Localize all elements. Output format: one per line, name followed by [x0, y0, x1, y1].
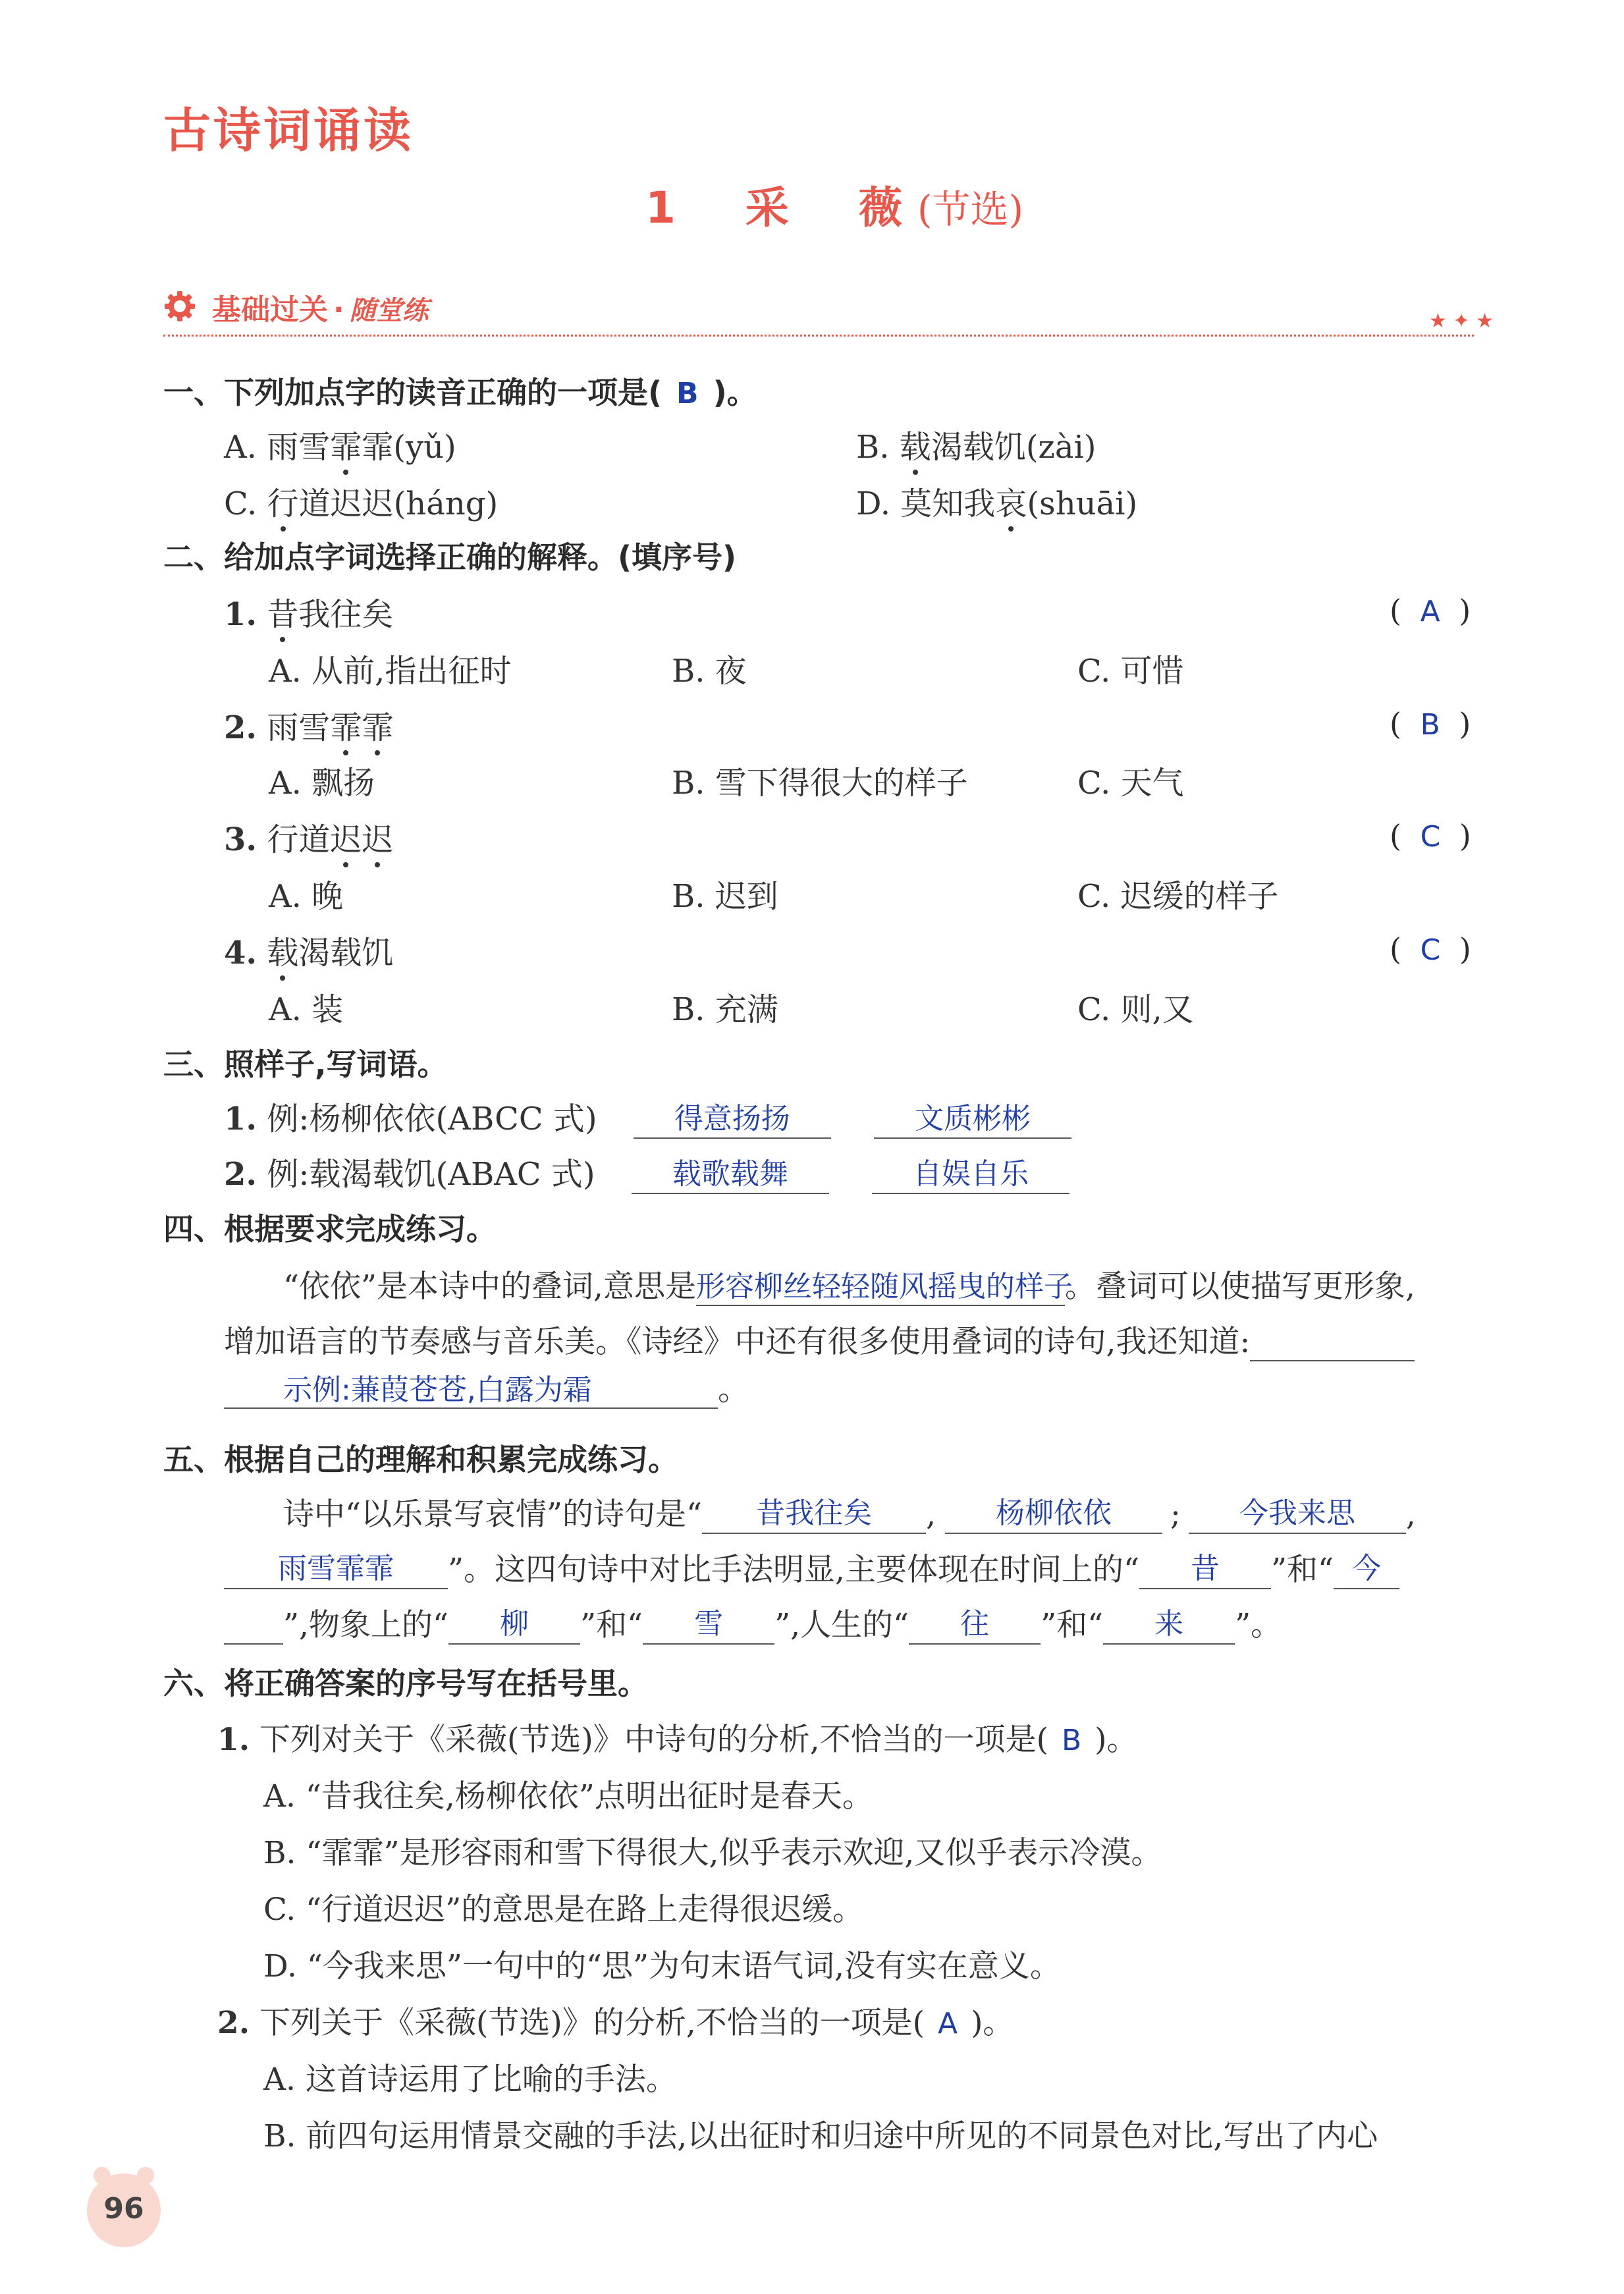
q5-answer-4: 雨雪霏霏 — [224, 1550, 448, 1589]
q4-answer-2: 示例:蒹葭苍苍,白露为霜 — [224, 1371, 718, 1409]
q6-sub1-option-d: D. “今我来思”一句中的“思”为句末语气词,没有实在意义。 — [263, 1948, 1061, 1984]
q2-item-2-c: C. 天气 — [1077, 765, 1184, 802]
q3-row-1-answer-2: 文质彬彬 — [874, 1099, 1071, 1139]
q2-item-1-b: B. 夜 — [672, 653, 747, 690]
q1-option-d: D. 莫知我哀(shuāi) — [856, 478, 1137, 524]
section-banner — [212, 286, 429, 328]
q6-sub1-option-a: A. “昔我往矣,杨柳依依”点明出征时是春天。 — [263, 1778, 873, 1815]
q5-line-3: ”,物象上的“ 柳 ”和“ 雪 ”,人生的“ 往 ”和“ 来 ”。 — [224, 1600, 1282, 1645]
star-icon: ★ ✦ ★ — [1429, 310, 1494, 333]
page-number-badge — [87, 2173, 161, 2247]
q6-sub2-stem: 2. 下列关于《采薇(节选)》的分析,不恰当的一项是( A )。 — [217, 2005, 1014, 2041]
q6-sub1-stem: 1. 下列对关于《采薇(节选)》中诗句的分析,不恰当的一项是( B )。 — [217, 1722, 1138, 1758]
q1-title: 一、下列加点字的读音正确的一项是( — [163, 375, 663, 410]
q4-answer-1: 形容柳丝轻轻随风摇曳的样子 — [696, 1269, 1065, 1306]
q2-item-4: 4. 载渴载饥 — [224, 927, 393, 973]
q2-item-3-b: B. 迟到 — [672, 878, 778, 915]
q3-row-2-answer-1: 载歌载舞 — [632, 1155, 829, 1194]
lesson-title-char-2: 薇 — [858, 182, 902, 233]
q2-item-2-b: B. 雪下得很大的样子 — [672, 765, 968, 802]
q2-item-4-b: B. 充满 — [672, 991, 778, 1028]
q2-item-3-a: A. 晚 — [269, 878, 344, 915]
q2-item-2: 2. 雨雪霏霏 — [224, 702, 393, 748]
q3-row-2-answer-2: 自娱自乐 — [872, 1155, 1069, 1194]
q1-option-a: A. 雨雪霏霏(yǔ) — [224, 422, 456, 467]
q2-item-4-c: C. 则,又 — [1077, 991, 1194, 1028]
q1-option-b: B. 载渴载饥(zài) — [856, 422, 1096, 467]
badge-ear-right — [137, 2167, 154, 2184]
badge-ear-left — [94, 2167, 111, 2184]
q3-title: 三、照样子,写词语。 — [163, 1047, 448, 1082]
q2-item-4-paren: ( C ) — [1390, 931, 1471, 967]
q2-item-1-paren: ( A ) — [1390, 593, 1471, 628]
q2-item-1: 1. 昔我往矣 — [224, 589, 393, 634]
q5-answer-5: 昔 — [1139, 1550, 1271, 1589]
q5-answer-8: 雪 — [643, 1605, 774, 1645]
q5-title: 五、根据自己的理解和积累完成练习。 — [163, 1442, 678, 1477]
q2-item-2-a: A. 飘扬 — [269, 765, 375, 802]
q1-close: )。 — [713, 375, 757, 410]
q6-sub2-answer: A — [937, 2007, 958, 2040]
q4-line-3: 示例:蒹葭苍苍,白露为霜 。 — [224, 1363, 749, 1409]
banner-separator: · — [333, 293, 344, 327]
q6-sub1-option-c: C. “行道迟迟”的意思是在路上走得很迟缓。 — [263, 1892, 864, 1928]
q2-item-1-c: C. 可惜 — [1077, 653, 1184, 690]
q5-line-2: 雨雪霏霏 ”。这四句诗中对比手法明显,主要体现在时间上的“ 昔 ”和“ 今 — [224, 1545, 1399, 1589]
q5-answer-6-cont — [224, 1605, 283, 1645]
q6-sub2-option-b: B. 前四句运用情景交融的手法,以出征时和归途中所见的不同景色对比,写出了内心 — [263, 2118, 1378, 2154]
q1-stem — [163, 369, 757, 412]
q4-line-1: “依依”是本诗中的叠词,意思是形容柳丝轻轻随风摇曳的样子。叠词可以使描写更形象, — [283, 1269, 1415, 1305]
q2-item-1-a: A. 从前,指出征时 — [269, 653, 512, 690]
q5-answer-9: 往 — [909, 1605, 1041, 1645]
q4-answer-2-blank — [1250, 1322, 1415, 1361]
page-number: 96 — [103, 2192, 144, 2226]
q5-answer-1: 昔我往矣 — [702, 1494, 926, 1534]
q6-sub1-answer: B — [1061, 1724, 1082, 1757]
q6-sub1-option-b: B. “霏霏”是形容雨和雪下得很大,似乎表示欢迎,又似乎表示冷漠。 — [263, 1835, 1162, 1871]
q3-row-2: 2. 例:载渴载饥(ABAC 式) 载歌载舞 自娱自乐 — [224, 1149, 1069, 1194]
q2-item-3-c: C. 迟缓的样子 — [1077, 878, 1279, 915]
q2-item-3-paren: ( C ) — [1390, 818, 1471, 854]
q5-answer-7: 柳 — [448, 1605, 580, 1645]
q1-option-c: C. 行道迟迟(háng) — [224, 478, 498, 524]
q2-item-2-paren: ( B ) — [1390, 706, 1471, 742]
q6-sub2-option-a: A. 这首诗运用了比喻的手法。 — [263, 2062, 677, 2098]
q2-title: 二、给加点字词选择正确的解释。(填序号) — [163, 539, 737, 575]
q2-item-3: 3. 行道迟迟 — [224, 814, 393, 860]
q5-answer-3: 今我来思 — [1189, 1494, 1406, 1534]
category-title: 古诗词诵读 — [163, 103, 414, 158]
banner-title: 基础过关 — [212, 293, 328, 327]
q3-row-1: 1. 例:杨柳依依(ABCC 式) 得意扬扬 文质彬彬 — [224, 1093, 1071, 1139]
q5-line-1: 诗中“以乐景写哀情”的诗句是“ 昔我往矣 , 杨柳依依 ; 今我来思 , — [283, 1490, 1416, 1534]
lesson-title — [645, 173, 1023, 235]
lesson-number: 1 — [645, 182, 676, 233]
q4-line-2: 增加语言的节奏感与音乐美。《诗经》中还有很多使用叠词的诗句,我还知道: — [224, 1317, 1415, 1361]
gear-icon — [163, 290, 196, 323]
banner-subtitle: 随堂练 — [349, 296, 429, 326]
q3-row-1-answer-1: 得意扬扬 — [634, 1099, 831, 1139]
q4-title: 四、根据要求完成练习。 — [163, 1211, 497, 1247]
q6-title: 六、将正确答案的序号写在括号里。 — [163, 1666, 648, 1701]
q5-answer-2: 杨柳依依 — [945, 1494, 1162, 1534]
q1-answer: B — [676, 377, 699, 410]
q5-answer-10: 来 — [1103, 1605, 1235, 1645]
q5-answer-6: 今 — [1334, 1550, 1399, 1589]
q2-item-4-a: A. 装 — [269, 991, 344, 1028]
lesson-title-char-1: 采 — [745, 182, 789, 233]
lesson-subtitle: (节选) — [917, 187, 1024, 232]
banner-divider — [163, 335, 1474, 337]
